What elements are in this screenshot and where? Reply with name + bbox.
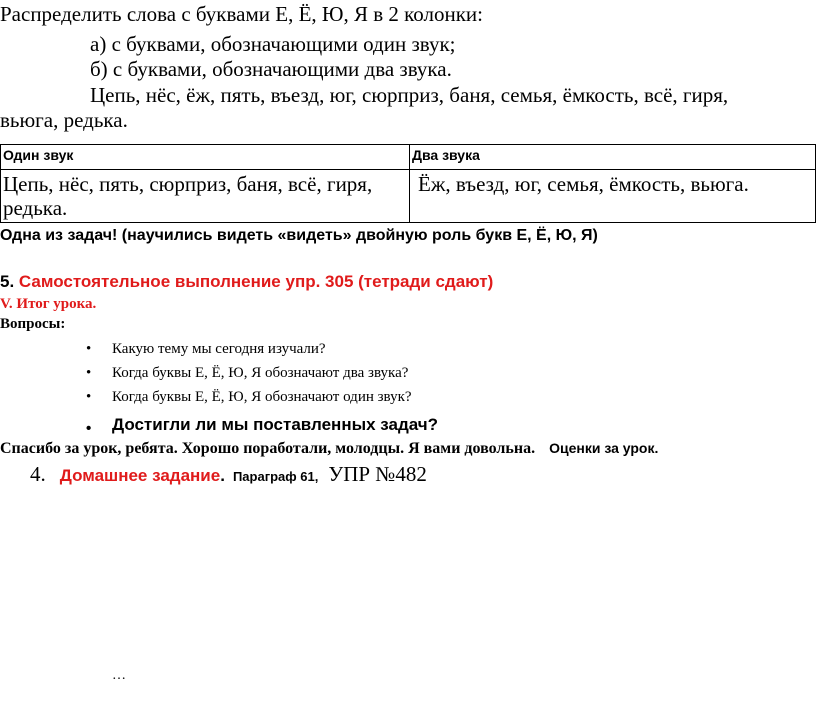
task-words-line1: Цепь, нёс, ёж, пять, въезд, юг, сюрприз, баня, семья, ёмкость, всё, гиря, — [90, 83, 729, 107]
thanks-text: Спасибо за урок, ребята. Хорошо поработали, молодцы. Я вами довольна. — [0, 440, 536, 457]
ellipsis: … — [112, 668, 126, 683]
table-header-row — [1, 145, 816, 170]
homework-title: Домашнее задание — [59, 466, 221, 485]
task-option-b: б) с буквами, обозначающими два звука. — [90, 57, 452, 81]
list-item — [0, 362, 438, 386]
questions-list — [0, 338, 438, 438]
homework-number: 4. — [30, 462, 46, 486]
thanks-line — [0, 440, 658, 458]
bullet-icon: • — [86, 420, 92, 437]
task-option-a: а) с буквами, обозначающими один звук; — [90, 32, 456, 56]
questions-label: Вопросы: — [0, 316, 66, 332]
grades-text: Оценки за урок. — [549, 440, 659, 456]
list-item — [0, 386, 438, 410]
bullet-icon: • — [86, 341, 92, 357]
question-text: Когда буквы Е, Ё, Ю, Я обозначают один звук? — [112, 389, 412, 405]
table-cell-one-sound: Цепь, нёс, пять, сюрприз, баня, всё, гиря, редька. — [1, 170, 410, 223]
table-row — [1, 170, 816, 223]
section-5-number: 5. — [0, 272, 15, 291]
table-cell-two-sounds: Ёж, въезд, юг, семья, ёмкость, вьюга. — [410, 170, 816, 223]
question-text: Когда буквы Е, Ё, Ю, Я обозначают два звука? — [112, 365, 409, 381]
list-item — [0, 410, 438, 438]
task-instruction: Распределить слова с буквами Е, Ё, Ю, Я в 2 колонки: — [0, 2, 483, 26]
bullet-icon: • — [86, 389, 92, 405]
task-words-line2: вьюга, редька. — [0, 108, 128, 132]
table-header-one-sound: Один звук — [1, 145, 410, 170]
question-text: Достигли ли мы поставленных задач? — [112, 415, 439, 434]
list-item — [0, 338, 438, 362]
goal-line: Одна из задач! (научились видеть «видеть» двойную роль букв Е, Ё, Ю, Я) — [0, 227, 598, 244]
homework-paragraph: Параграф 61, — [232, 469, 319, 484]
summary-heading: V. Итог урока. — [0, 296, 97, 312]
section-5 — [0, 272, 493, 292]
question-text: Какую тему мы сегодня изучали? — [112, 341, 326, 357]
bullet-icon: • — [86, 365, 92, 381]
homework-line — [30, 462, 427, 487]
table-header-two-sounds: Два звука — [410, 145, 816, 170]
homework-dot: . — [220, 466, 225, 485]
section-5-text: Самостоятельное выполнение упр. 305 (тетради сдают) — [18, 272, 494, 291]
homework-exercise: УПР №482 — [328, 462, 427, 486]
sound-table — [0, 144, 816, 223]
